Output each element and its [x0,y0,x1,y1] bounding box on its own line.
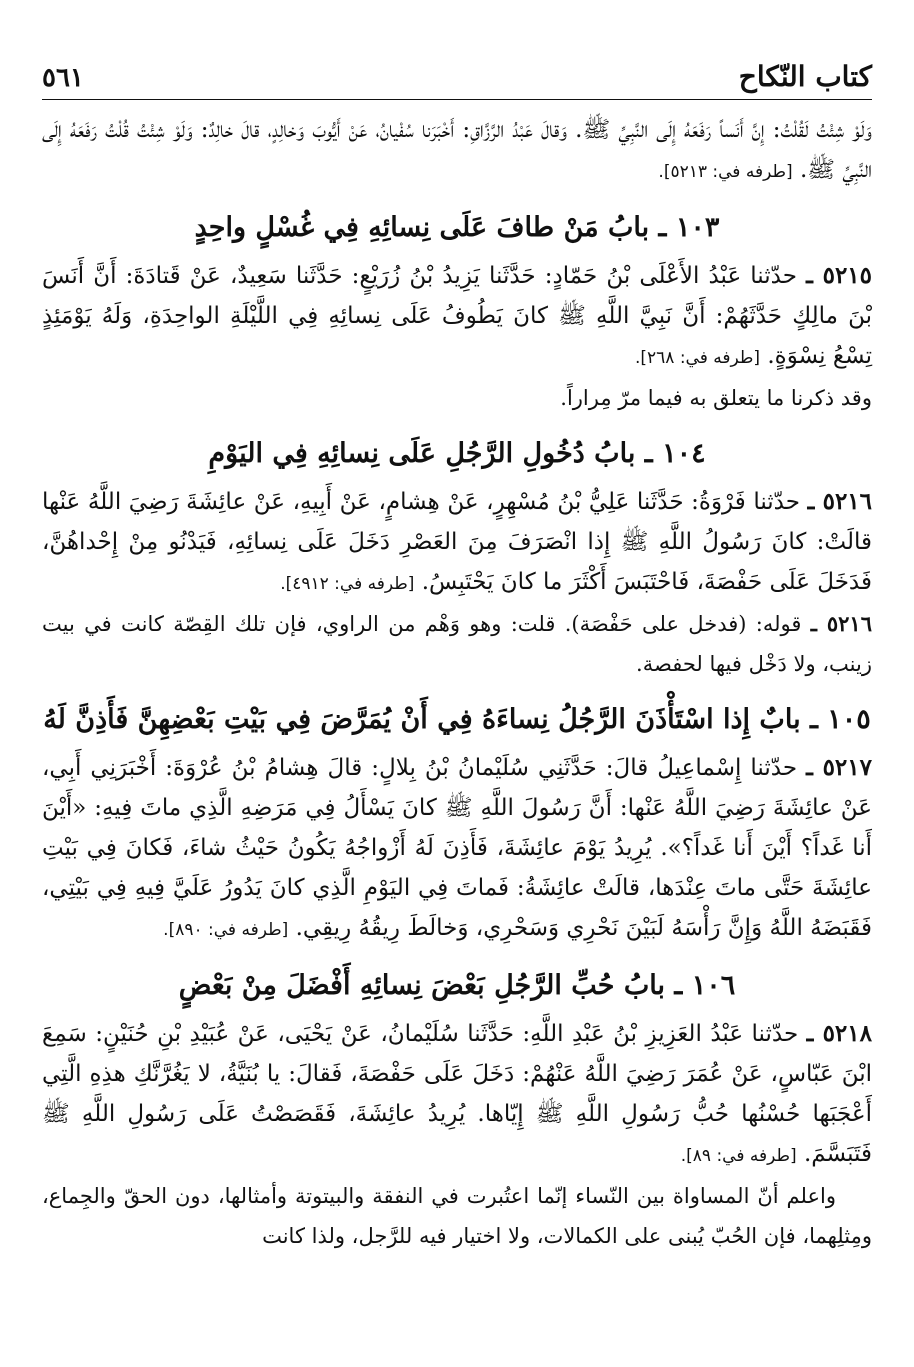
chapter-heading-104: ١٠٤ ـ بابُ دُخُولِ الرَّجُلِ عَلَى نِسائِهِ فِي اليَوْمِ [208,438,706,469]
page-number: ٥٦١ [42,63,84,93]
cross-reference: [طرفه في: ٢٦٨]. [634,348,761,368]
hadith-continuation [42,110,872,192]
hadith-5217 [42,748,872,950]
hadith-5218 [42,1014,872,1176]
commentary-note: وقد ذكرنا ما يتعلق به فيما مرّ مِراراً. [560,386,872,410]
cross-reference: [طرفه في: ٤٩١٢]. [280,574,415,594]
cross-reference: [طرفه في: ٥٢١٣]. [658,162,793,182]
commentary-number: ٥٢١٦ ـ [810,611,872,636]
hadith-5215 [42,256,872,378]
commentary-5216 [42,604,872,684]
chapter-heading-103: ١٠٣ ـ بابُ مَنْ طافَ عَلَى نِسائِهِ فِي غُسْلٍ واحِدٍ [194,212,720,243]
cross-reference: [طرفه في: ٨٩٠]. [163,920,289,940]
hadith-number: ٥٢١٥ ـ [806,262,873,289]
book-title: كتاب النّكاح [738,60,872,93]
hadith-text: حدّثنا فَرْوَةُ: حَدَّثَنا عَلِيُّ بْنُ مُسْهِرٍ، عَنْ هِشامٍ، عَنْ أَبِيهِ، عَنْ عائِشَةَ رَضِيَ اللَّهُ عَنْها قالَتْ: كانَ رَسُولُ اللَّهِ ﷺ إِذا انْصَرَفَ مِنَ العَصْرِ دَخَلَ عَلَى نِسائِهِ، فَيَدْنُو مِنْ إِحْداهُنَّ، فَدَخَلَ عَلَى حَفْصَةَ، فَاحْتَبَسَ أَكْثَرَ ما كانَ يَحْتَبِسُ. [42,489,872,595]
hadith-text: وَلَوْ شِئْتُ لَقُلْتُ: إِنَّ أَنَساً رَفَعَهُ إِلَى النَّبِيِّ ﷺ. وَقالَ عَبْدُ الرَّزَّاقِ: أَخْبَرَنا سُفْيانُ، عَنْ أَيُّوبَ وَخالِدٍ، قالَ خالِدٌ: وَلَوْ شِئْتُ قُلْتُ رَفَعَهُ إِلَى النَّبِيِّ ﷺ. [42,117,872,183]
hadith-text: حدّثنا عَبْدُ الأَعْلَى بْنُ حَمّادٍ: حَدَّثَنا يَزِيدُ بْنُ زُرَيْعٍ: حَدَّثَنا سَعِيدٌ، عَنْ قَتادَةَ: أَنَّ أَنَسَ بْنَ مالِكٍ حَدَّثَهُمْ: أَنَّ نَبِيَّ اللَّهِ ﷺ كانَ يَطُوفُ عَلَى نِسائِهِ فِي اللَّيْلَةِ الواحِدَةِ، وَلَهُ يَوْمَئِذٍ تِسْعُ نِسْوَةٍ. [42,263,872,369]
cross-reference: [طرفه في: ٨٩]. [680,1146,797,1166]
hadith-text: حدّثنا إِسْماعِيلُ قالَ: حَدَّثَنِي سُلَيْمانُ بْنُ بِلالٍ: قالَ هِشامُ بْنُ عُرْوَةَ: أَخْبَرَنِي أَبِي، عَنْ عائِشَةَ رَضِيَ اللَّهُ عَنْها: أَنَّ رَسُولَ اللَّهِ ﷺ كانَ يَسْأَلُ فِي مَرَضِهِ الَّذِي ماتَ فِيهِ: «أَيْنَ أَنا غَداً؟ أَيْنَ أَنا غَداً؟». يُرِيدُ يَوْمَ عائِشَةَ، فَأَذِنَ لَهُ أَزْواجُهُ يَكُونُ حَيْثُ شاءَ، فَكانَ فِي بَيْتِ عائِشَةَ حَتَّى ماتَ عِنْدَها، قالَتْ عائِشَةُ: فَماتَ فِي اليَوْمِ الَّذِي كانَ يَدُورُ عَلَيَّ فِيهِ فِي بَيْتِي، فَقَبَضَهُ اللَّهُ وَإِنَّ رَأْسَهُ لَبَيْنَ نَحْرِي وَسَحْرِي، وَخالَطَ رِيقُهُ رِيقِي. [42,755,872,941]
hadith-number: ٥٢١٦ ـ [807,488,873,515]
hadith-5216 [42,482,872,604]
hadith-text: حدّثنا عَبْدُ العَزِيزِ بْنُ عَبْدِ اللَّهِ: حَدَّثَنا سُلَيْمانُ، عَنْ يَحْيَى، عَنْ عُبَيْدِ بْنِ حُنَيْنٍ: سَمِعَ ابْنَ عَبّاسٍ، عَنْ عُمَرَ رَضِيَ اللَّهُ عَنْهُمْ: دَخَلَ عَلَى حَفْصَةَ، فَقالَ: يا بُنَيَّةُ، لا يَغُرَّنَّكِ هذِهِ الَّتِي أَعْجَبَها حُسْنُها حُبُّ رَسُولِ اللَّهِ ﷺ إِيّاها. يُرِيدُ عائِشَةَ، فَقَصَصْتُ عَلَى رَسُولِ اللَّهِ ﷺ فَتَبَسَّمَ. [42,1021,872,1167]
hadith-number: ٥٢١٨ ـ [806,1020,872,1047]
running-header [42,60,872,100]
commentary-closing: واعلم أنّ المساواة بين النّساء إنّما اعتُبرت في النفقة والبيتوتة وأمثالها، دون الحقّ والجِماع، ومِثلِهما، فإن الحُبّ يُبنى على الكمالات، ولا اختيار فيه للرَّجل، ولذا كانت [42,1184,872,1248]
chapter-heading-106: ١٠٦ ـ بابُ حُبِّ الرَّجُلِ بَعْضَ نِسائِهِ أَفْضَلَ مِنْ بَعْضٍ [178,970,736,1001]
chapter-heading-105: ١٠٥ ـ بابٌ إِذا اسْتَأْذَنَ الرَّجُلُ نِساءَهُ فِي أَنْ يُمَرَّضَ فِي بَيْتِ بَعْضِهِنَّ فَأَذِنَّ لَهُ [43,704,871,735]
hadith-number: ٥٢١٧ ـ [806,754,872,781]
commentary-text: قوله: (فدخل على حَفْصَة). قلت: وهو وَهْم من الراوي، فإن تلك القِصّة كانت في بيت زينب، ولا دَخْل فيها لحفصة. [42,612,872,676]
